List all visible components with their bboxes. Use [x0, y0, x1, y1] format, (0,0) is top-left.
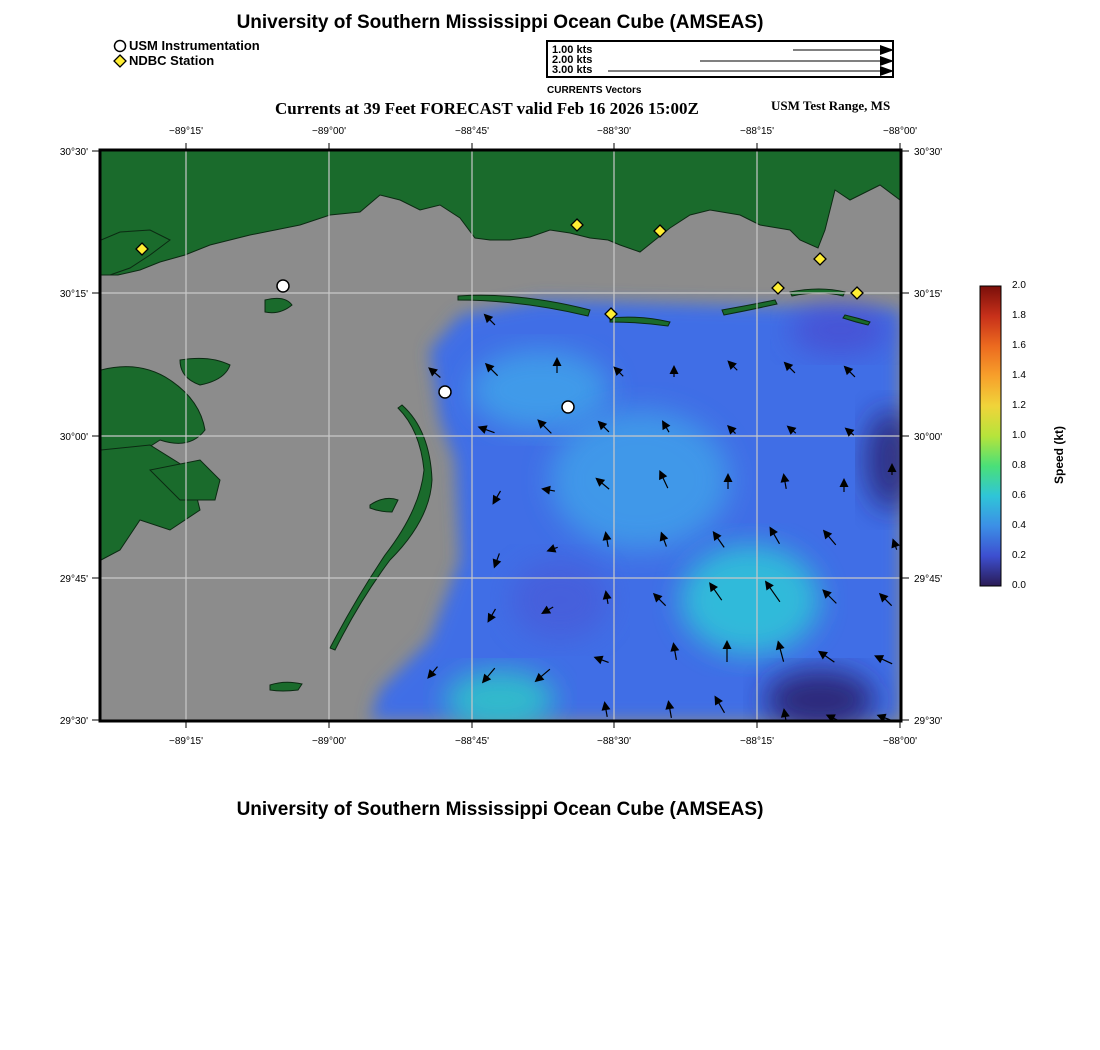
colorbar-tick: 0.2: [1012, 550, 1026, 561]
lat-label: 30°00': [59, 432, 88, 443]
lat-label: 30°00': [914, 432, 943, 443]
map-frame: [101, 151, 915, 730]
lat-label: 29°30': [914, 716, 943, 727]
lon-label: −88°30': [597, 736, 631, 747]
lon-label: −89°00': [312, 126, 346, 137]
colorbar-tick: 1.0: [1012, 430, 1026, 441]
lat-label: 30°15': [59, 289, 88, 300]
test-range-label: USM Test Range, MS: [771, 98, 891, 113]
usm-station-marker[interactable]: [562, 401, 574, 413]
lat-label: 29°45': [914, 574, 943, 585]
vector-caption: CURRENTS Vectors: [547, 85, 642, 96]
lon-label: −89°00': [312, 736, 346, 747]
vector-label-1: 1.00 kts: [552, 44, 593, 56]
colorbar-tick: 0.6: [1012, 490, 1026, 501]
colorbar-tick: 1.2: [1012, 400, 1026, 411]
colorbar-tick: 1.4: [1012, 370, 1026, 381]
usm-station-marker[interactable]: [439, 386, 451, 398]
lat-label: 30°30': [914, 147, 943, 158]
colorbar-title: Speed (kt): [1052, 425, 1067, 485]
lon-labels-bottom: [169, 736, 917, 747]
vector-label-2: 2.00 kts: [552, 54, 593, 66]
colorbar-tick: 1.8: [1012, 310, 1026, 321]
colorbar-tick: 2.0: [1012, 280, 1026, 291]
lon-label: −88°45': [455, 126, 489, 137]
lat-label: 29°45': [59, 574, 88, 585]
lon-label: −88°15': [740, 126, 774, 137]
footer-title: University of Southern Mississippi Ocean Cube (AMSEAS): [236, 799, 764, 820]
speed-colorbar: [980, 286, 1001, 586]
colorbar-tick: 0.4: [1012, 520, 1026, 531]
lon-label: −88°00': [883, 736, 917, 747]
lat-label: 30°15': [914, 289, 943, 300]
lon-label: −88°30': [597, 126, 631, 137]
vector-label-3: 3.00 kts: [552, 64, 593, 76]
lat-labels-left: [60, 147, 88, 727]
lat-labels-right: [914, 147, 942, 727]
lon-label: −89°15': [169, 736, 203, 747]
colorbar-tick: 0.8: [1012, 460, 1026, 471]
forecast-subtitle: Currents at 39 Feet FORECAST valid Feb 16 2026 15:00Z: [275, 99, 699, 118]
legend-usm-label: USM Instrumentation: [129, 38, 260, 53]
legend-ndbc-label: NDBC Station: [129, 53, 215, 68]
lon-labels-top: [169, 126, 917, 137]
lat-label: 29°30': [59, 716, 88, 727]
lon-label: −88°15': [740, 736, 774, 747]
lon-label: −88°45': [455, 736, 489, 747]
colorbar-tick: 1.6: [1012, 340, 1026, 351]
lon-label: −88°00': [883, 126, 917, 137]
map-title: University of Southern Mississippi Ocean Cube (AMSEAS): [236, 12, 764, 33]
lon-label: −89°15': [169, 126, 203, 137]
usm-station-marker[interactable]: [277, 280, 289, 292]
colorbar-tick: 0.0: [1012, 580, 1026, 591]
lat-label: 30°30': [59, 147, 88, 158]
